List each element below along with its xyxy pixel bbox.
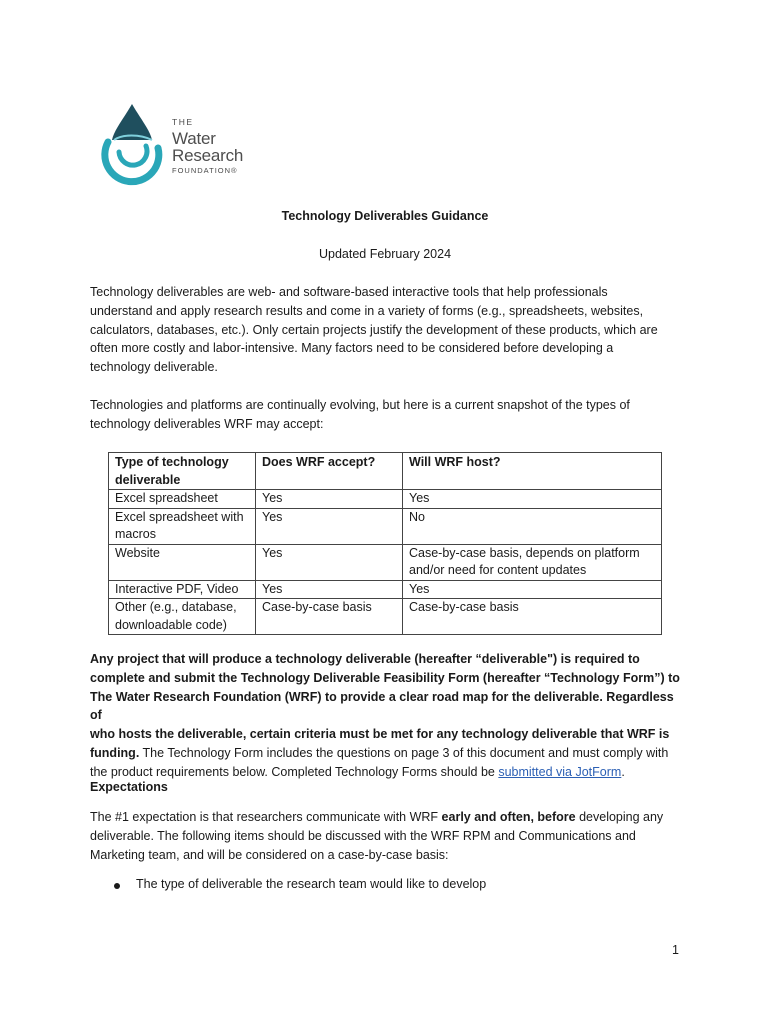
bold-text: early and often, before xyxy=(441,810,576,824)
text-line: Technologies and platforms are continually evolving, but here is a current snapshot of the types of xyxy=(90,398,630,412)
table-cell: Website xyxy=(109,544,256,580)
text-line: often more costly and labor-intensive. Many factors need to be considered before developing a xyxy=(90,341,614,356)
bold-text-line: Any project that will produce a technology deliverable (hereafter “deliverable") is required to xyxy=(90,652,640,666)
table-cell: Interactive PDF, Video xyxy=(109,580,256,599)
logo-water: Water xyxy=(172,128,216,148)
text-span: The Technology Form includes the questions on page 3 of this document and must comply with xyxy=(139,745,669,760)
jotform-link[interactable]: submitted via JotForm xyxy=(498,764,622,779)
table-cell: Yes xyxy=(403,580,662,599)
text-line: deliverable. The following items should be discussed with the WRF RPM and Communications and xyxy=(90,828,636,843)
table-header-row xyxy=(109,453,662,490)
table-row xyxy=(109,508,662,544)
table-cell: Excel spreadsheet with macros xyxy=(109,508,256,544)
list-item-text: The type of deliverable the research team would like to develop xyxy=(136,877,487,891)
page-number: 1 xyxy=(672,943,679,957)
document-title: Technology Deliverables Guidance xyxy=(281,209,489,223)
expectations-paragraph xyxy=(90,808,680,864)
wrf-logo xyxy=(100,102,260,186)
text-line: Technology deliverables are web- and software-based interactive tools that help professionals xyxy=(90,285,608,299)
text-line: Marketing team, and will be considered on a case-by-case basis: xyxy=(90,847,449,862)
logo-wordmark xyxy=(172,118,243,174)
table-cell: Case-by-case basis xyxy=(403,599,662,635)
logo-research: Research xyxy=(172,145,244,165)
logo-foundation: FOUNDATION® xyxy=(172,165,238,175)
table-row xyxy=(109,490,662,509)
table-cell: Other (e.g., database, downloadable code) xyxy=(109,599,256,635)
table-cell: Yes xyxy=(403,490,662,509)
text-line: technology deliverable. xyxy=(90,360,218,375)
table-cell: Yes xyxy=(256,490,403,509)
bullet-icon xyxy=(114,883,120,889)
table-cell: Yes xyxy=(256,580,403,599)
table-cell: Yes xyxy=(256,508,403,544)
document-updated-date: Updated February 2024 xyxy=(318,247,452,261)
logo-the: THE xyxy=(172,117,194,127)
bold-text-line: The Water Research Foundation (WRF) to provide a clear road map for the deliverable. Regardless of xyxy=(90,689,674,723)
bold-text-line: complete and submit the Technology Deliverable Feasibility Form (hereafter “Technology Form”) to xyxy=(90,670,680,685)
table-header-cell: Will WRF host? xyxy=(403,453,662,490)
bold-text: funding. xyxy=(90,745,140,760)
deliverables-table xyxy=(108,452,662,635)
text-line: calculators, databases, etc.). Only certain projects justify the development of these products, which are xyxy=(90,322,658,337)
intro-paragraph xyxy=(90,283,680,377)
text-span: The #1 expectation is that researchers communicate with WRF xyxy=(90,810,442,824)
table-cell: Excel spreadsheet xyxy=(109,490,256,509)
snapshot-paragraph xyxy=(90,396,680,434)
expectations-heading: Expectations xyxy=(90,780,168,794)
table-cell: No xyxy=(403,508,662,544)
requirement-paragraph xyxy=(90,650,680,782)
water-drop-logo-icon xyxy=(100,102,170,186)
text-span: the product requirements below. Completed Technology Forms should be xyxy=(90,764,499,779)
table-row xyxy=(109,599,662,635)
table-cell: Case-by-case basis xyxy=(256,599,403,635)
table-cell: Case-by-case basis, depends on platform and/or need for content updates xyxy=(403,544,662,580)
table-cell: Yes xyxy=(256,544,403,580)
table-row xyxy=(109,544,662,580)
table-header-cell: Does WRF accept? xyxy=(256,453,403,490)
table-row xyxy=(109,580,662,599)
text-line: technology deliverables WRF may accept: xyxy=(90,416,324,431)
bold-text-line: who hosts the deliverable, certain criteria must be met for any technology deliverable that WRF is xyxy=(90,727,670,742)
table-header-cell: Type of technology deliverable xyxy=(109,453,256,490)
text-line: understand and apply research results and come in a variety of forms (e.g., spreadsheets, websites, xyxy=(90,303,644,318)
text-span: . xyxy=(621,764,625,779)
text-span: developing any xyxy=(575,810,664,824)
